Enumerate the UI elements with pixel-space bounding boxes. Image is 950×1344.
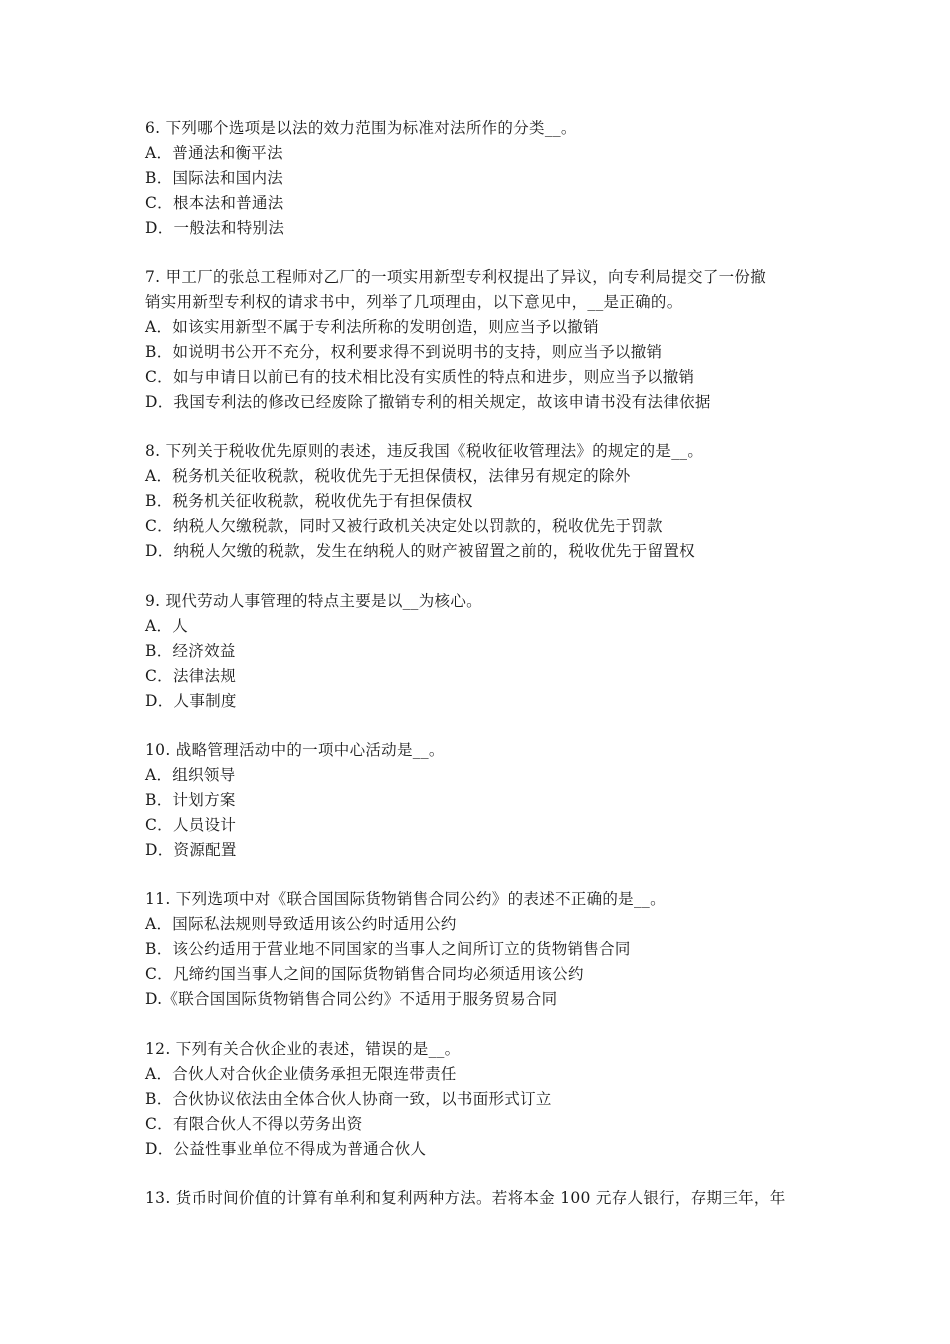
option-c: C．根本法和普通法 <box>145 194 284 212</box>
option-c: C．有限合伙人不得以劳务出资 <box>145 1115 363 1133</box>
option-a: A．如该实用新型不属于专利法所称的发明创造，则应当予以撤销 <box>145 318 599 336</box>
option-b: B．合伙协议依法由全体合伙人协商一致，以书面形式订立 <box>145 1090 552 1108</box>
option-b: B．如说明书公开不充分，权利要求得不到说明书的支持，则应当予以撤销 <box>145 343 663 361</box>
option-a: A．普通法和衡平法 <box>145 144 283 162</box>
question-stem: 9. 现代劳动人事管理的特点主要是以__为核心。 <box>145 592 482 610</box>
option-a: A．人 <box>145 617 189 635</box>
question-stem: 11. 下列选项中对《联合国国际货物销售合同公约》的表述不正确的是__。 <box>145 890 666 908</box>
option-a: A．组织领导 <box>145 766 236 784</box>
option-d: D．人事制度 <box>145 692 237 710</box>
option-b: B．税务机关征收税款，税收优先于有担保债权 <box>145 492 473 510</box>
option-b: B．该公约适用于营业地不同国家的当事人之间所订立的货物销售合同 <box>145 940 631 958</box>
question-stem-line-2: 销实用新型专利权的请求书中，列举了几项理由，以下意见中，__是正确的。 <box>145 293 683 311</box>
option-c: C．如与申请日以前已有的技术相比没有实质性的特点和进步，则应当予以撤销 <box>145 368 695 386</box>
question-12 <box>145 1037 810 1162</box>
question-13 <box>145 1186 810 1211</box>
option-d: D．一般法和特别法 <box>145 219 285 237</box>
option-b: B．计划方案 <box>145 791 236 809</box>
question-stem-line-1: 7. 甲工厂的张总工程师对乙厂的一项实用新型专利权提出了异议，向专利局提交了一份撤 <box>145 268 767 286</box>
question-stem: 6. 下列哪个选项是以法的效力范围为标准对法所作的分类__。 <box>145 119 577 137</box>
option-c: C．纳税人欠缴税款，同时又被行政机关决定处以罚款的，税收优先于罚款 <box>145 517 663 535</box>
question-11 <box>145 887 810 1012</box>
option-a: A．合伙人对合伙企业债务承担无限连带责任 <box>145 1065 457 1083</box>
option-b: B．经济效益 <box>145 642 236 660</box>
question-6 <box>145 116 810 241</box>
question-8 <box>145 439 810 564</box>
question-stem: 8. 下列关于税收优先原则的表述，违反我国《税收征收管理法》的规定的是__。 <box>145 442 704 460</box>
option-d: D．纳税人欠缴的税款，发生在纳税人的财产被留置之前的，税收优先于留置权 <box>145 542 695 560</box>
option-d: D．我国专利法的修改已经废除了撤销专利的相关规定，故该申请书没有法律依据 <box>145 393 711 411</box>
question-10 <box>145 738 810 863</box>
question-stem: 12. 下列有关合伙企业的表述，错误的是__。 <box>145 1040 461 1058</box>
question-stem: 10. 战略管理活动中的一项中心活动是__。 <box>145 741 445 759</box>
option-d: D．资源配置 <box>145 841 237 859</box>
option-c: C．法律法规 <box>145 667 237 685</box>
option-a: A．税务机关征收税款，税收优先于无担保债权，法律另有规定的除外 <box>145 467 631 485</box>
option-d: D．公益性事业单位不得成为普通合伙人 <box>145 1140 427 1158</box>
option-b: B．国际法和国内法 <box>145 169 284 187</box>
option-c: C．人员设计 <box>145 816 237 834</box>
option-c: C．凡缔约国当事人之间的国际货物销售合同均必须适用该公约 <box>145 965 584 983</box>
option-d: D.《联合国国际货物销售合同公约》不适用于服务贸易合同 <box>145 990 558 1008</box>
question-stem: 13. 货币时间价值的计算有单利和复利两种方法。若将本金 100 元存人银行，存期三年，年 <box>145 1189 786 1207</box>
question-9 <box>145 589 810 714</box>
option-a: A．国际私法规则导致适用该公约时适用公约 <box>145 915 457 933</box>
question-7 <box>145 265 810 415</box>
